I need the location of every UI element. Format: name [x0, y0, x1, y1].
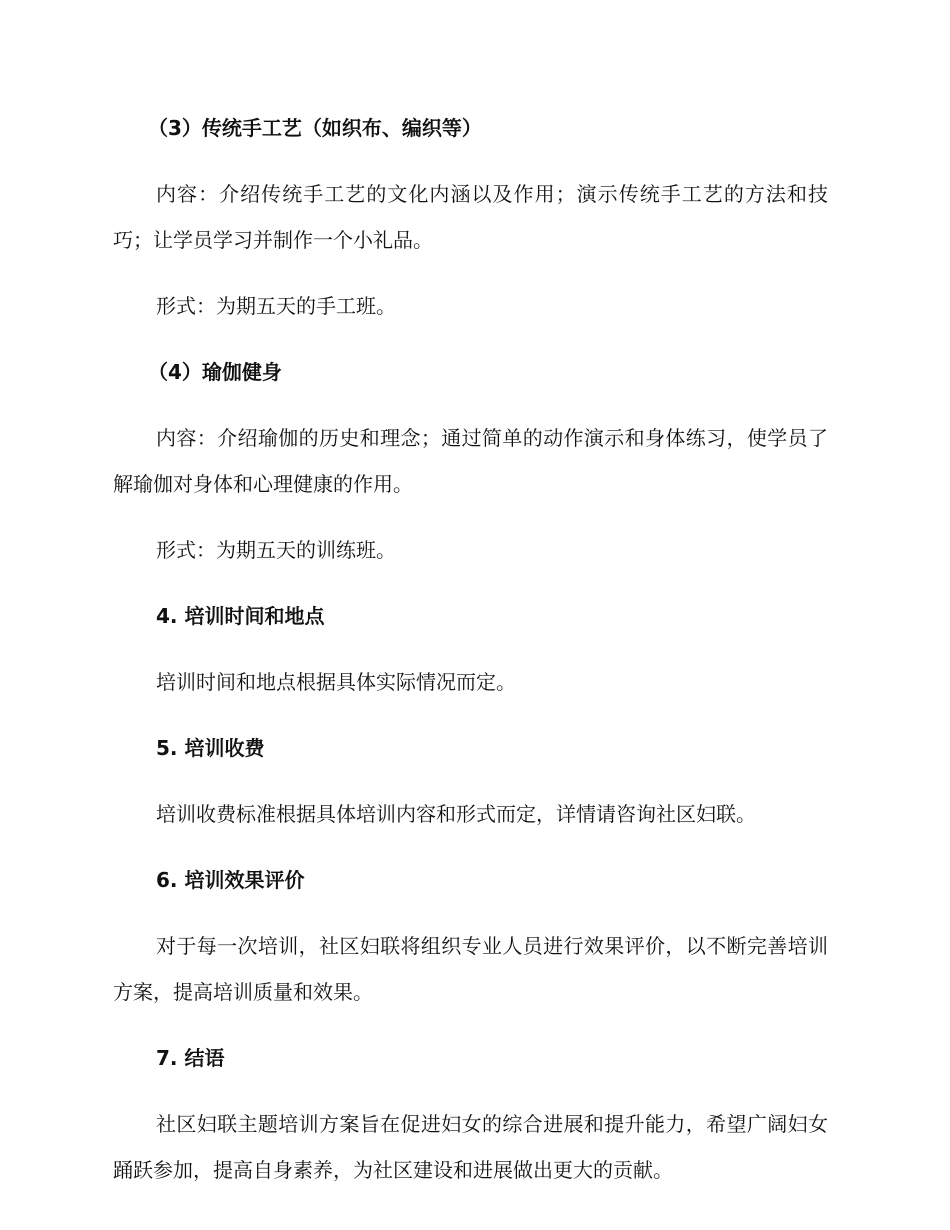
- paragraph-fees: 培训收费标准根据具体培训内容和形式而定，详情请咨询社区妇联。: [156, 802, 756, 826]
- paragraph-crafts-content: 内容：介绍传统手工艺的文化内涵以及作用；演示传统手工艺的方法和技巧；让学员学习并制作一个小礼品。: [113, 182, 828, 252]
- paragraph-crafts-format: 形式：为期五天的手工班。: [156, 294, 396, 318]
- paragraph-time-location: 培训时间和地点根据具体实际情况而定。: [156, 670, 516, 694]
- paragraph-conclusion: 社区妇联主题培训方案旨在促进妇女的综合进展和提升能力，希望广阔妇女踊跃参加，提高自身素养，为社区建设和进展做出更大的贡献。: [113, 1112, 828, 1182]
- paragraph-evaluation: 对于每一次培训，社区妇联将组织专业人员进行效果评价，以不断完善培训方案，提高培训质量和效果。: [113, 934, 828, 1004]
- section-heading-traditional-crafts: （3）传统手工艺（如织布、编织等）: [148, 116, 482, 140]
- paragraph-yoga-format: 形式：为期五天的训练班。: [156, 538, 396, 562]
- paragraph-yoga-content: 内容：介绍瑜伽的历史和理念；通过简单的动作演示和身体练习，使学员了解瑜伽对身体和心理健康的作用。: [113, 426, 828, 496]
- section-heading-time-location: 4. 培训时间和地点: [156, 604, 325, 628]
- document-body: [113, 105, 828, 1213]
- section-heading-evaluation: 6. 培训效果评价: [156, 868, 305, 892]
- section-heading-fees: 5. 培训收费: [156, 736, 265, 760]
- section-heading-conclusion: 7. 结语: [156, 1046, 225, 1070]
- section-heading-yoga: （4）瑜伽健身: [148, 360, 282, 384]
